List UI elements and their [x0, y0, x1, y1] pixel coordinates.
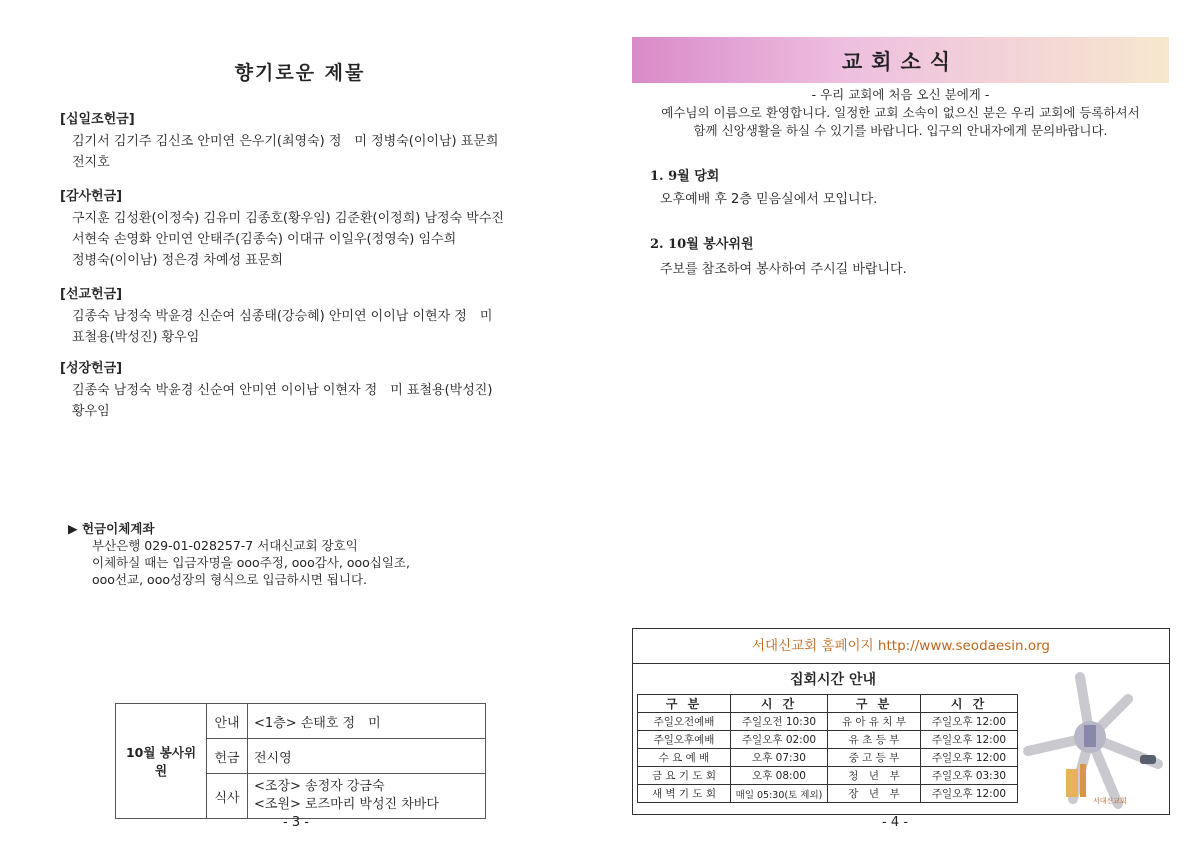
schedule-cell: 수 요 예 배: [638, 749, 731, 767]
offering-mission: [60, 283, 530, 348]
meeting-info-box: [632, 628, 1170, 815]
schedule-cell: 주일오후예배: [638, 731, 731, 749]
schedule-header: 시 간: [921, 695, 1018, 713]
schedule-cell: 주일오후 12:00: [921, 731, 1018, 749]
news-body: 오후예배 후 2층 믿음실에서 모입니다.: [660, 192, 878, 207]
page-number: - 4 -: [882, 815, 908, 830]
offering-thanks: [60, 185, 530, 271]
news-heading: 1. 9월 당회: [650, 169, 720, 184]
offering-names: 표철용(박성진) 황우임: [72, 330, 200, 345]
schedule-row: [638, 785, 1018, 803]
service-people: <1층> 손태호 정 미: [248, 704, 486, 739]
account-line: 부산은행 029-01-028257-7 서대신교회 장호익: [92, 538, 358, 553]
offering-label: [성장헌금]: [60, 361, 123, 376]
schedule-cell: 새 벽 기 도 회: [638, 785, 731, 803]
service-volunteer-table: [115, 703, 486, 819]
welcome-text: 함께 신앙생활을 하실 수 있기를 바랍니다. 입구의 안내자에게 문의바랍니다.: [693, 123, 1108, 138]
schedule-cell: 매일 05:30(토 제외): [731, 785, 828, 803]
schedule-cell: 중 고 등 부: [828, 749, 921, 767]
service-people: 전시영: [248, 739, 486, 774]
offering-names: 김기서 김기주 김신조 안미연 은우기(최영숙) 정 미 정병숙(이이남) 표문희: [72, 134, 499, 149]
account-line: ooo선교, ooo성장의 형식으로 입금하시면 됩니다.: [92, 572, 368, 587]
banner-title: 교회소식: [841, 49, 960, 74]
offering-growth: [60, 357, 530, 422]
meeting-title: 집회시간 안내: [789, 672, 877, 688]
offering-tithe: [60, 108, 530, 173]
schedule-row: [638, 767, 1018, 785]
offering-names: 서현숙 손영화 안미연 안태주(김종숙) 이대규 이일우(정영숙) 임수희: [72, 232, 457, 247]
schedule-header: 시 간: [731, 695, 828, 713]
account-line: 이체하실 때는 입금자명을 ooo주정, ooo감사, ooo십일조,: [92, 555, 410, 570]
schedule-row: [638, 731, 1018, 749]
schedule-cell: 주일오후 12:00: [921, 713, 1018, 731]
church-location-map-icon: [1018, 669, 1163, 809]
offering-names: 구지훈 김성환(이정숙) 김유미 김종호(황우임) 김준환(이정희) 남정숙 박수진: [72, 211, 504, 226]
service-heading: 10월 봉사위원: [116, 704, 207, 819]
schedule-cell: 주일오전 10:30: [731, 713, 828, 731]
offering-names: 전지호: [72, 155, 110, 170]
schedule-cell: 유 아 유 치 부: [828, 713, 921, 731]
offering-names: 정병숙(이이남) 정은경 차예성 표문희: [72, 253, 283, 268]
schedule-cell: 오후 07:30: [731, 749, 828, 767]
schedule-cell: 주일오전예배: [638, 713, 731, 731]
offering-names: 김종숙 남정숙 박윤경 신순여 안미연 이이남 이현자 정 미 표철용(박성진): [72, 383, 493, 398]
schedule-header: 구 분: [828, 695, 921, 713]
account-title: ▶ 헌금이체계좌: [68, 521, 155, 536]
meeting-schedule-table: [637, 694, 1018, 803]
page-number: - 3 -: [283, 815, 309, 830]
offering-names: 황우임: [72, 404, 110, 419]
schedule-row: [638, 749, 1018, 767]
schedule-cell: 청 년 부: [828, 767, 921, 785]
news-body: 주보를 참조하여 봉사하여 주시길 바랍니다.: [660, 262, 907, 277]
service-role: 안내: [207, 704, 248, 739]
offering-label: [감사헌금]: [60, 189, 123, 204]
welcome-text: 예수님의 이름으로 환영합니다. 일정한 교회 소속이 없으신 분은 우리 교회에 등록하셔서: [661, 105, 1140, 120]
map-church-label: 서대신교회: [1093, 797, 1127, 805]
offering-label: [십일조헌금]: [60, 112, 135, 127]
welcome-subtitle: - 우리 교회에 처음 오신 분에게 -: [811, 87, 990, 102]
schedule-cell: 주일오후 12:00: [921, 749, 1018, 767]
schedule-cell: 주일오후 03:30: [921, 767, 1018, 785]
service-role: 헌금: [207, 739, 248, 774]
service-people: <조원> 로즈마리 박성진 차바다: [254, 797, 439, 812]
schedule-header: 구 분: [638, 695, 731, 713]
church-news-banner: [632, 37, 1169, 83]
offering-label: [선교헌금]: [60, 287, 123, 302]
news-heading: 2. 10월 봉사위원: [650, 237, 754, 252]
schedule-cell: 유 초 등 부: [828, 731, 921, 749]
page-title-offerings: 향기로운 제물: [234, 62, 366, 84]
homepage-link[interactable]: 서대신교회 홈페이지 http://www.seodaesin.org: [633, 629, 1169, 664]
schedule-cell: 주일오후 02:00: [731, 731, 828, 749]
bank-account-info: [68, 520, 528, 588]
schedule-row: [638, 713, 1018, 731]
schedule-cell: 금 요 기 도 회: [638, 767, 731, 785]
schedule-cell: 주일오후 12:00: [921, 785, 1018, 803]
schedule-cell: 장 년 부: [828, 785, 921, 803]
service-people: <조장> 송정자 강금숙: [254, 779, 385, 794]
schedule-cell: 오후 08:00: [731, 767, 828, 785]
offering-names: 김종숙 남정숙 박윤경 신순여 심종태(강승혜) 안미연 이이남 이현자 정 미: [72, 309, 493, 324]
service-role: 식사: [207, 774, 248, 819]
